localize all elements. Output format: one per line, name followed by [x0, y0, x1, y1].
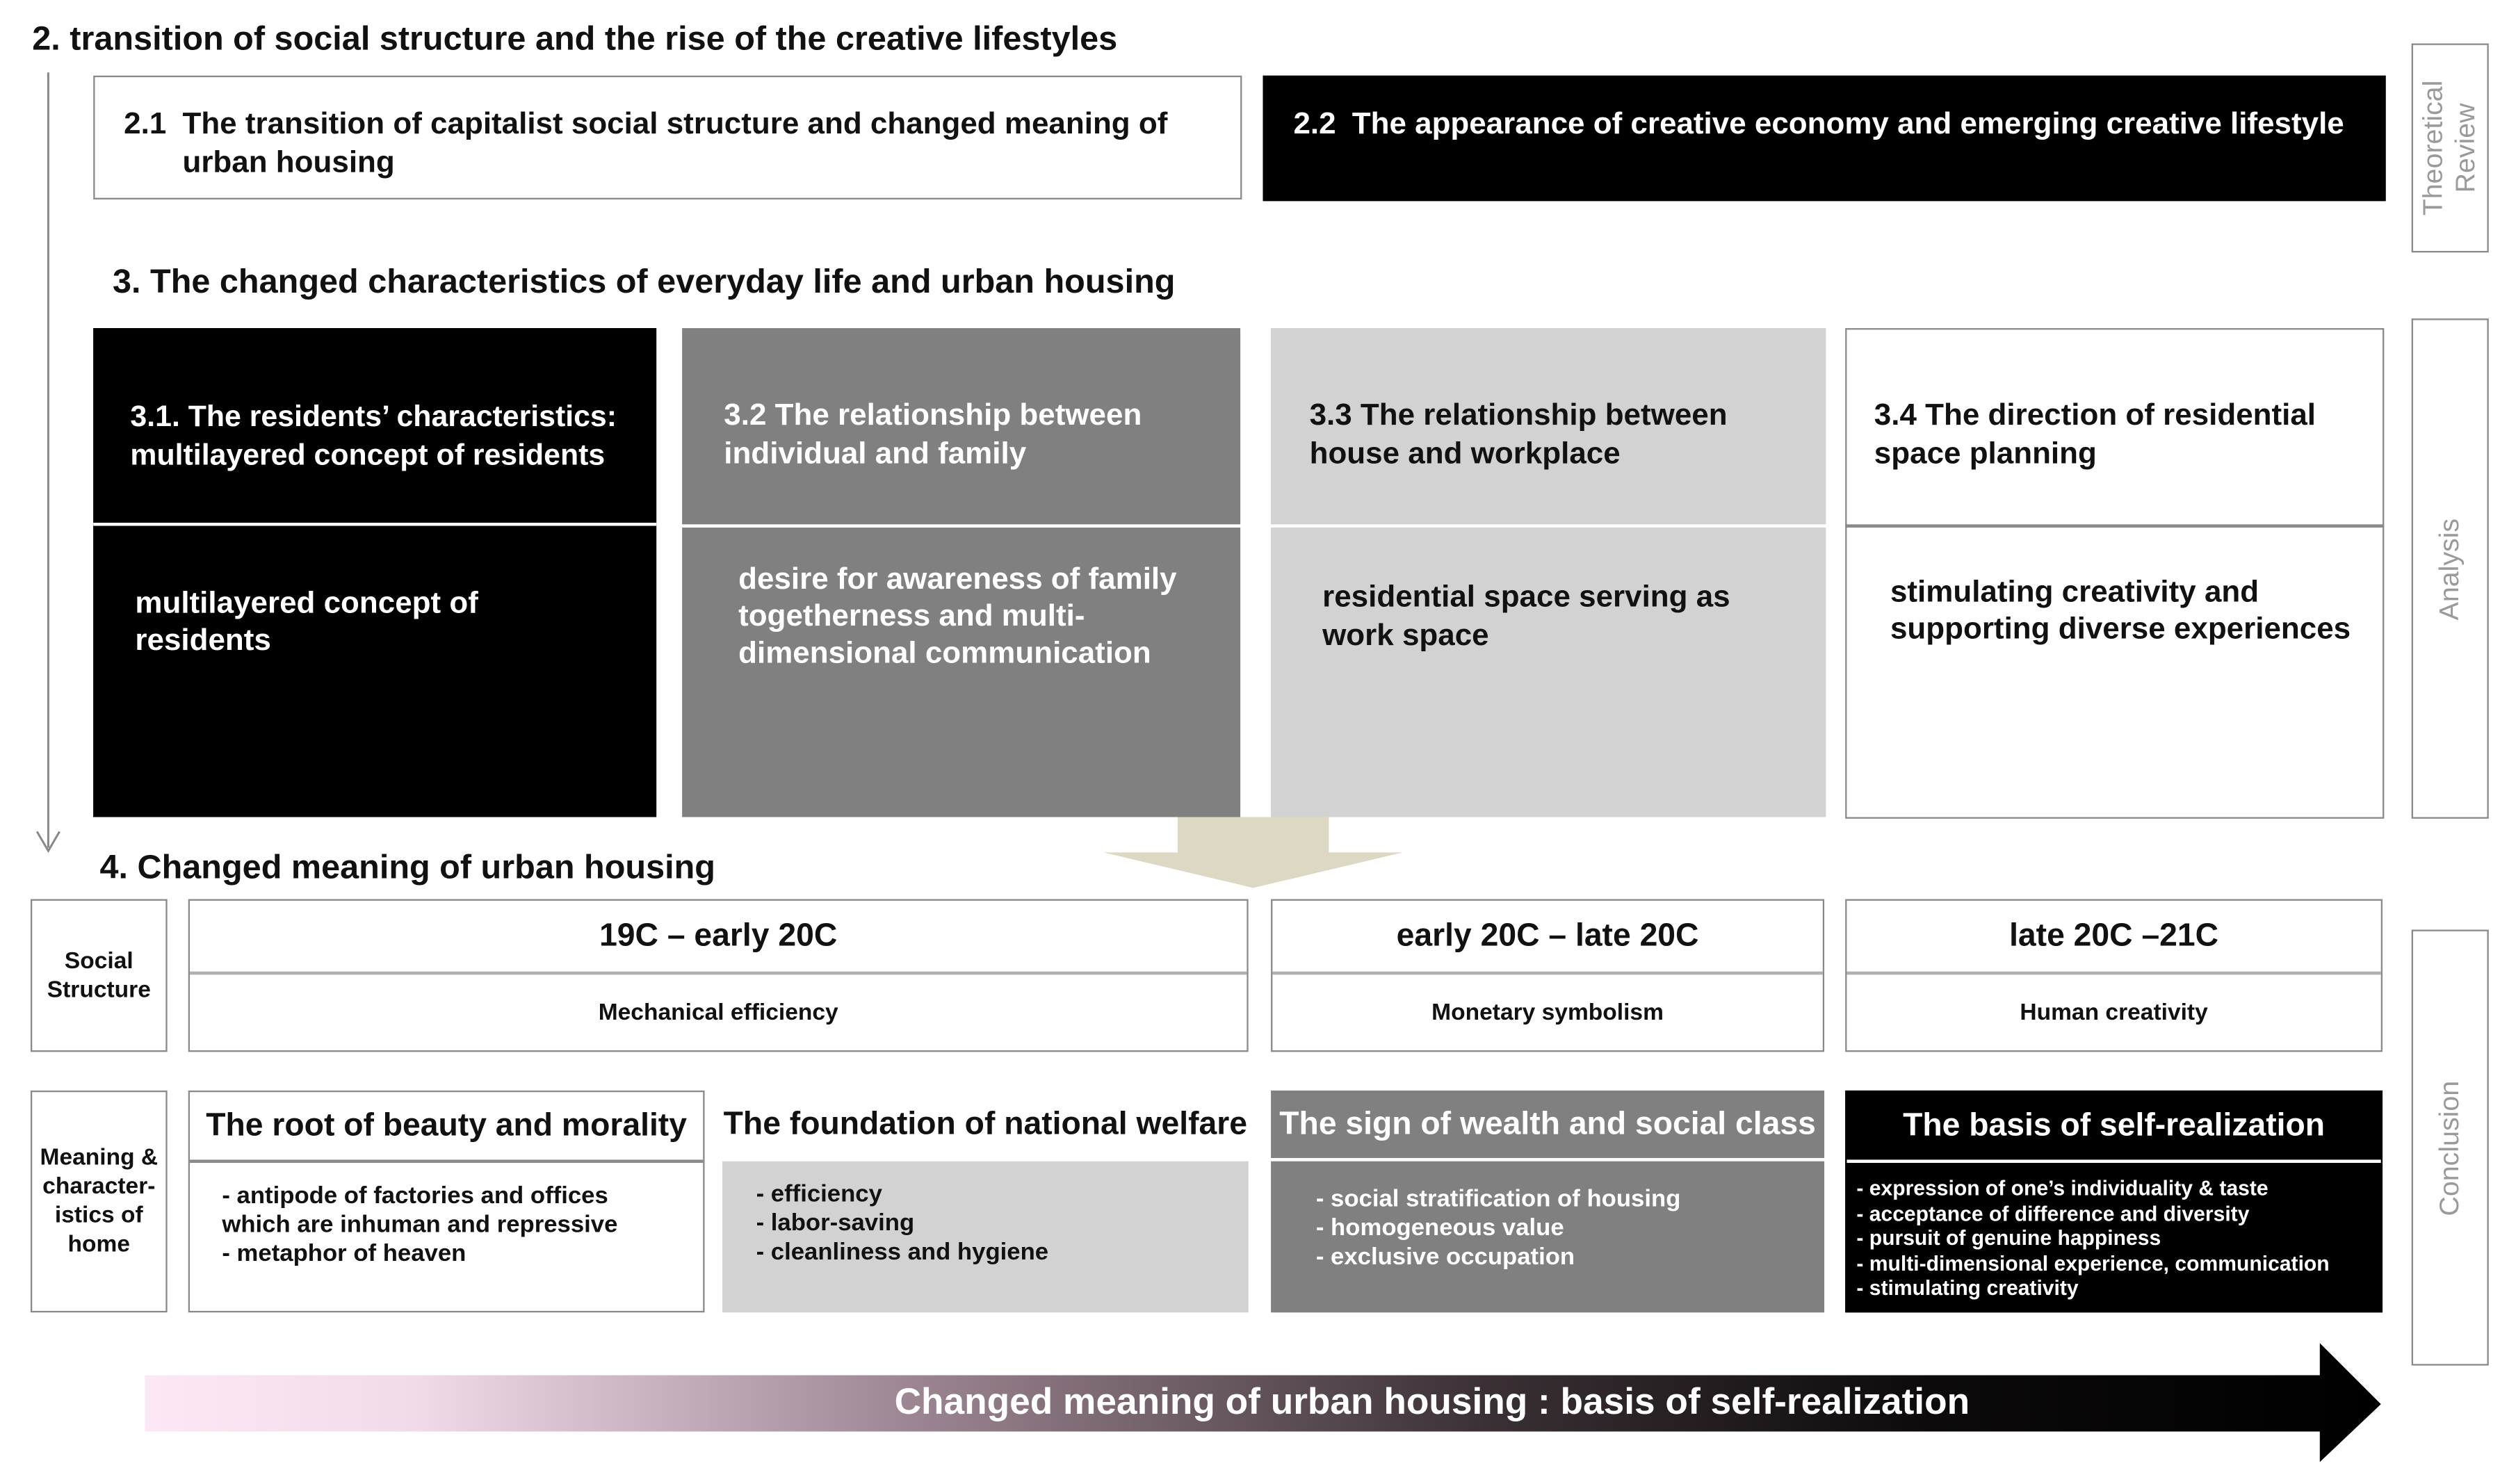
section4-heading: 4. Changed meaning of urban housing: [99, 849, 716, 887]
period-era: early 20C – late 20C: [1396, 918, 1699, 954]
social-structure-label: Social Structure: [31, 899, 168, 1052]
meaning-title: The root of beauty and morality: [206, 1107, 687, 1143]
period-value: Human creativity: [2020, 1000, 2208, 1026]
period-value: Monetary symbolism: [1431, 1000, 1664, 1026]
bullet-item: - pursuit of genuine happiness: [1856, 1225, 2161, 1250]
col-3-2-body: desire for awareness of family togetherness and multi-dimensional communication: [682, 528, 1240, 817]
meaning-cell-3-header: [1271, 1091, 1824, 1158]
divider: [190, 1159, 703, 1161]
bullet-item: - cleanliness and hygiene: [756, 1238, 1049, 1266]
meaning-title: The foundation of national welfare: [723, 1105, 1248, 1141]
period-cell-2: [1271, 899, 1824, 1052]
bullet-item: - metaphor of heaven: [222, 1240, 466, 1268]
period-era: late 20C –21C: [2009, 918, 2219, 954]
col-3-3-title: 3.3 The relationship between house and workplace: [1271, 328, 1826, 524]
side-label-conclusion: [2412, 929, 2489, 1365]
bullet-item: which are inhuman and repressive: [222, 1211, 618, 1239]
down-arrow: [1103, 817, 1402, 890]
bottom-arrow-label: Changed meaning of urban housing : basis of self-realization: [894, 1380, 1970, 1422]
meaning-bullets: [1856, 1176, 2329, 1300]
bullet-item: - antipode of factories and offices: [222, 1182, 608, 1210]
col-3-1-title: 3.1. The residents’ characteristics: multilayered concept of residents: [93, 328, 656, 526]
bullet-item: - multi-dimensional experience, communication: [1856, 1250, 2330, 1275]
period-cell-3: [1845, 899, 2383, 1052]
bullet-item: - stimulating creativity: [1856, 1275, 2079, 1300]
col-3-4-title: 3.4 The direction of residential space planning: [1874, 398, 2316, 472]
box-2-1-text: The transition of capitalist social structure and changed meaning of urban housing: [182, 108, 1168, 181]
box-2-2: [1263, 76, 2385, 201]
bullet-item: - labor-saving: [756, 1209, 915, 1237]
divider: [1847, 972, 2380, 974]
period-cell-1: [188, 899, 1249, 1052]
meaning-cell-2-header: [722, 1091, 1249, 1158]
meaning-title: The sign of wealth and social class: [1279, 1105, 1816, 1141]
meaning-cell-2-body: [722, 1161, 1249, 1313]
meaning-cell-1: [188, 1091, 705, 1312]
side-label-text: Theoretical Review: [2417, 80, 2481, 216]
box-2-2-text: The appearance of creative economy and emerging creative lifestyle: [1352, 108, 2344, 142]
side-label-analysis: [2412, 318, 2489, 819]
flow-down-arrow: [32, 72, 64, 861]
divider: [1847, 1159, 2380, 1161]
bullet-item: - acceptance of difference and diversity: [1856, 1200, 2250, 1225]
section2-heading: 2. transition of social structure and the rise of the creative lifestyles: [32, 21, 1118, 58]
divider: [1845, 524, 2384, 526]
divider: [190, 972, 1247, 974]
bullet-item: - exclusive occupation: [1315, 1243, 1575, 1271]
divider: [1272, 972, 1822, 974]
col-3-2-title: 3.2 The relationship between individual and family: [682, 328, 1240, 524]
meaning-title: The basis of self-realization: [1903, 1107, 2326, 1143]
meaning-cell-3-body: [1271, 1161, 1824, 1313]
col-3-1-body: multilayered concept of residents: [93, 526, 656, 817]
bullet-item: - social stratification of housing: [1315, 1185, 1681, 1213]
period-value: Mechanical efficiency: [598, 1000, 838, 1026]
meaning-bullets: [222, 1182, 617, 1269]
meaning-label: Meaning & character-istics of home: [31, 1091, 168, 1312]
meaning-cell-4: [1845, 1091, 2383, 1312]
box-2-1-number: 2.1: [124, 108, 167, 142]
bullet-item: - efficiency: [756, 1180, 882, 1208]
box-2-1: [93, 76, 1242, 199]
side-label-theoretical-review: [2412, 43, 2489, 252]
meaning-bullets: [756, 1180, 1049, 1267]
box-2-2-number: 2.2: [1293, 108, 1336, 142]
divider: [1271, 1158, 1824, 1160]
bullet-item: - expression of one’s individuality & taste: [1856, 1175, 2269, 1200]
period-era: 19C – early 20C: [599, 918, 838, 954]
side-label-text: Analysis: [2434, 517, 2465, 620]
meaning-bullets: [1316, 1185, 1681, 1272]
side-label-text: Conclusion: [2434, 1079, 2465, 1216]
section3-heading: 3. The changed characteristics of everyday life and urban housing: [112, 263, 1176, 301]
col-3-3-body: residential space serving as work space: [1271, 528, 1826, 817]
col-3-4-body: stimulating creativity and supporting diverse experiences: [1890, 576, 2351, 647]
bullet-item: - homogeneous value: [1315, 1214, 1564, 1242]
